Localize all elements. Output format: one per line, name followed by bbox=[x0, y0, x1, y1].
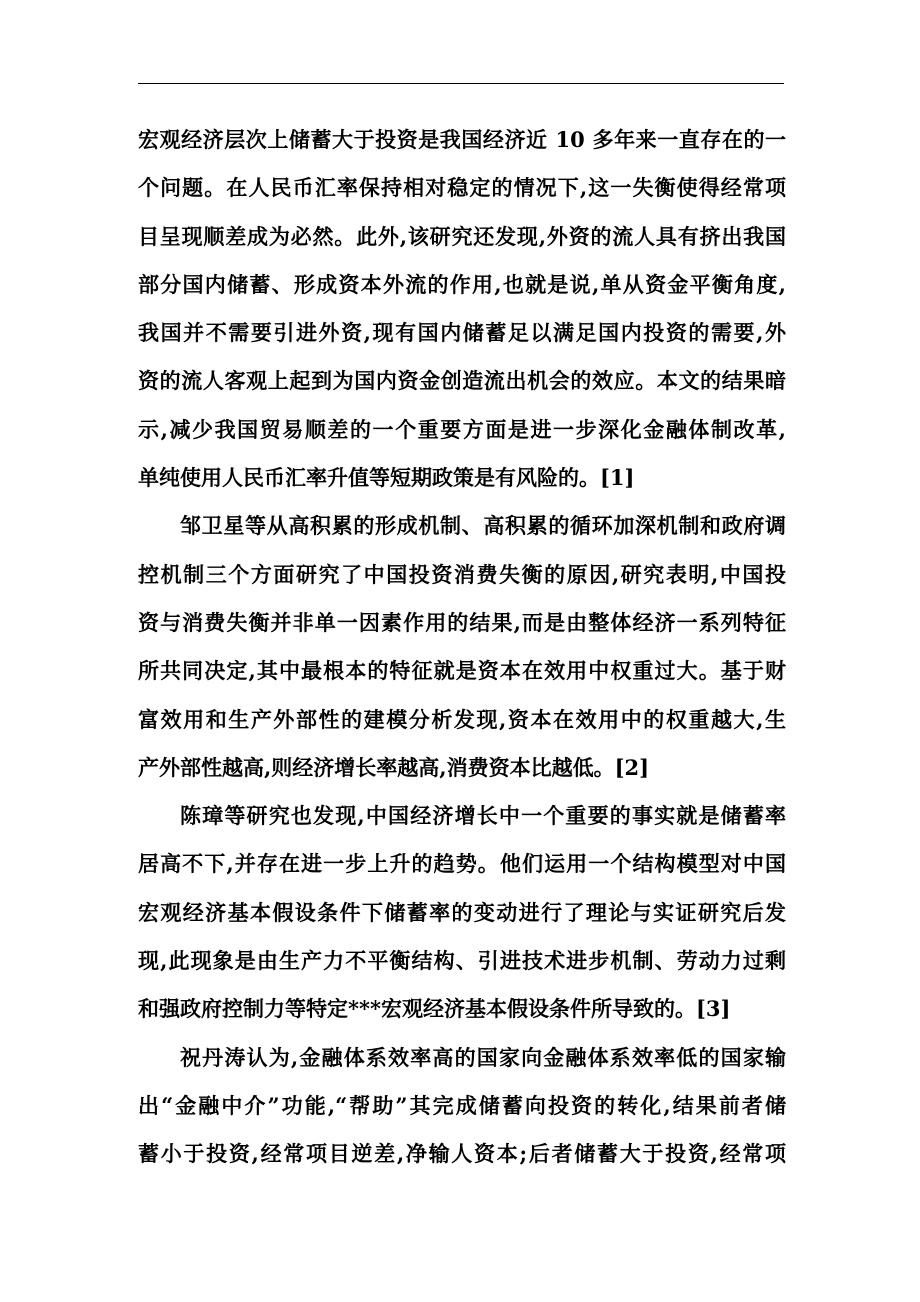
text-line: 所共同决定,其中最根本的特征就是资本在效用中权重过大。基于财 bbox=[138, 658, 786, 684]
text-line: 个问题。在人民币汇率保持相对稳定的情况下,这一失衡使得经常项 bbox=[138, 175, 786, 201]
text-line: 蓄小于投资,经常项目逆差,净输人资本;后者储蓄大于投资,经常项 bbox=[138, 1141, 786, 1167]
text-line: 邹卫星等从高积累的形成机制、高积累的循环加深机制和政府调 bbox=[180, 513, 786, 539]
text-line: 目呈现顺差成为必然。此外,该研究还发现,外资的流人具有挤出我国 bbox=[138, 223, 786, 249]
text-line: 资与消费失衡并非单一因素作用的结果,而是由整体经济一系列特征 bbox=[138, 609, 786, 635]
text-line: 宏观经济层次上储蓄大于投资是我国经济近 10 多年来一直存在的一 bbox=[138, 127, 786, 152]
text-line: 出“金融中介”功能,“帮助”其完成储蓄向投资的转化,结果前者储 bbox=[138, 1092, 786, 1118]
text-line: 部分国内储蓄、形成资本外流的作用,也就是说,单从资金平衡角度, bbox=[138, 271, 786, 297]
text-line: 现,此现象是由生产力不平衡结构、引进技术进步机制、劳动力过剩 bbox=[138, 948, 786, 974]
header-rule bbox=[138, 83, 784, 84]
text-line: 祝丹涛认为,金融体系效率高的国家向金融体系效率低的国家输 bbox=[180, 1044, 786, 1070]
text-line: 富效用和生产外部性的建模分析发现,资本在效用中的权重越大,生 bbox=[138, 706, 786, 732]
text-line: 居高不下,并存在进一步上升的趋势。他们运用一个结构模型对中国 bbox=[138, 851, 786, 877]
text-line: 和强政府控制力等特定***宏观经济基本假设条件所导致的。[3] bbox=[138, 996, 731, 1022]
text-line: 单纯使用人民币汇率升值等短期政策是有风险的。[1] bbox=[138, 465, 635, 491]
text-line: 产外部性越高,则经济增长率越高,消费资本比越低。[2] bbox=[138, 754, 650, 780]
text-line: 宏观经济基本假设条件下储蓄率的变动进行了理论与实证研究后发 bbox=[138, 899, 786, 925]
text-line: 示,减少我国贸易顺差的一个重要方面是进一步深化金融体制改革, bbox=[138, 416, 786, 442]
text-line: 控机制三个方面研究了中国投资消费失衡的原因,研究表明,中国投 bbox=[138, 561, 786, 587]
body-text bbox=[138, 116, 786, 1179]
text-line: 资的流人客观上起到为国内资金创造流出机会的效应。本文的结果暗 bbox=[138, 368, 786, 394]
text-line: 陈璋等研究也发现,中国经济增长中一个重要的事实就是储蓄率 bbox=[180, 803, 786, 829]
text-line: 我国并不需要引进外资,现有国内储蓄足以满足国内投资的需要,外 bbox=[138, 320, 786, 346]
